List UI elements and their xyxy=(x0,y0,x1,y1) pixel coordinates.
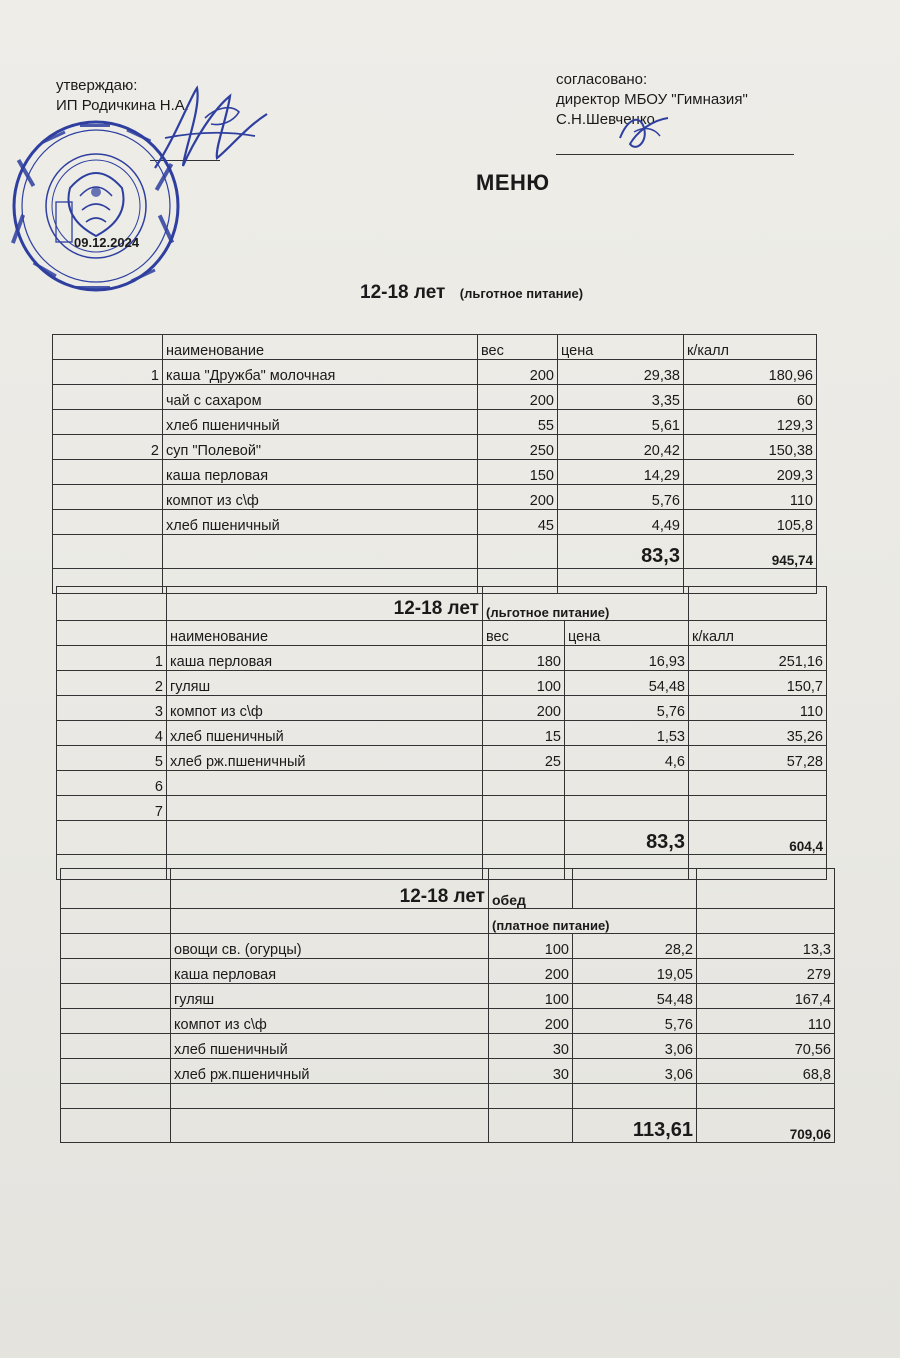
dish-weight: 30 xyxy=(489,1059,573,1084)
section1-note: (льготное питание) xyxy=(459,286,584,301)
dish-weight: 45 xyxy=(478,510,558,535)
section-heading-row xyxy=(57,587,827,621)
dish-name: гуляш xyxy=(167,671,483,696)
table-cell xyxy=(57,587,167,621)
row-number: 1 xyxy=(57,646,167,671)
total-kcal: 709,06 xyxy=(697,1109,835,1143)
agreed-name: С.Н.Шевченко xyxy=(556,111,655,128)
row-number xyxy=(53,460,163,485)
table-cell xyxy=(573,869,697,909)
dish-kcal: 68,8 xyxy=(697,1059,835,1084)
section3-note: (платное питание) xyxy=(489,909,697,934)
dish-weight: 200 xyxy=(489,1009,573,1034)
dish-weight: 200 xyxy=(483,696,565,721)
page-title: МЕНЮ xyxy=(476,170,550,195)
dish-kcal: 110 xyxy=(697,1009,835,1034)
table-cell xyxy=(167,821,483,855)
row-number: 2 xyxy=(53,435,163,460)
approve-label: утверждаю: xyxy=(56,77,138,94)
empty-row xyxy=(61,1084,835,1109)
table-cell xyxy=(171,909,489,934)
table-cell xyxy=(61,1009,171,1034)
num-header-cell xyxy=(57,621,167,646)
dish-kcal: 13,3 xyxy=(697,934,835,959)
dish-name: компот из с\ф xyxy=(171,1009,489,1034)
table-row xyxy=(61,934,835,959)
dish-weight: 55 xyxy=(478,410,558,435)
table-cell xyxy=(573,1084,697,1109)
dish-weight: 100 xyxy=(483,671,565,696)
agreed-sign-line xyxy=(556,154,794,155)
dish-price: 5,76 xyxy=(565,696,689,721)
agreed-position: директор МБОУ "Гимназия" xyxy=(556,91,748,108)
dish-kcal: 35,26 xyxy=(689,721,827,746)
dish-kcal: 251,16 xyxy=(689,646,827,671)
row-number: 4 xyxy=(57,721,167,746)
dish-kcal: 279 xyxy=(697,959,835,984)
dish-price: 3,35 xyxy=(558,385,684,410)
table-row xyxy=(53,460,817,485)
dish-name: суп "Полевой" xyxy=(163,435,478,460)
total-kcal: 945,74 xyxy=(684,535,817,569)
table-row xyxy=(53,360,817,385)
dish-price xyxy=(565,796,689,821)
column-header-weight: вес xyxy=(478,335,558,360)
dish-name: компот из с\ф xyxy=(163,485,478,510)
dish-kcal: 209,3 xyxy=(684,460,817,485)
table-row xyxy=(57,771,827,796)
dish-kcal: 167,4 xyxy=(697,984,835,1009)
dish-price: 4,49 xyxy=(558,510,684,535)
dish-name: хлеб рж.пшеничный xyxy=(167,746,483,771)
table-cell xyxy=(61,984,171,1009)
table-row xyxy=(61,959,835,984)
table-cell xyxy=(697,909,835,934)
dish-name: каша перловая xyxy=(167,646,483,671)
table-row xyxy=(57,646,827,671)
total-price: 83,3 xyxy=(558,535,684,569)
dish-name: компот из с\ф xyxy=(167,696,483,721)
agreed-label: согласовано: xyxy=(556,71,648,88)
agreed-signature xyxy=(614,108,674,156)
dish-price: 16,93 xyxy=(565,646,689,671)
dish-price: 14,29 xyxy=(558,460,684,485)
dish-name: каша перловая xyxy=(163,460,478,485)
table-cell xyxy=(57,821,167,855)
table-row xyxy=(61,1059,835,1084)
row-number: 7 xyxy=(57,796,167,821)
table-cell xyxy=(61,1084,171,1109)
table-cell xyxy=(61,909,171,934)
dish-name: хлеб пшеничный xyxy=(167,721,483,746)
dish-kcal: 70,56 xyxy=(697,1034,835,1059)
dish-kcal: 105,8 xyxy=(684,510,817,535)
table-cell xyxy=(61,934,171,959)
table-cell xyxy=(61,1109,171,1143)
header-row xyxy=(53,335,817,360)
table-cell xyxy=(53,535,163,569)
dish-price: 1,53 xyxy=(565,721,689,746)
dish-weight: 250 xyxy=(478,435,558,460)
table-cell xyxy=(689,587,827,621)
total-row xyxy=(57,821,827,855)
table-cell xyxy=(697,869,835,909)
menu-table-3 xyxy=(60,868,835,1143)
table-cell xyxy=(483,821,565,855)
row-number xyxy=(53,510,163,535)
dish-weight: 200 xyxy=(489,959,573,984)
row-number: 3 xyxy=(57,696,167,721)
dish-price: 20,42 xyxy=(558,435,684,460)
column-header-weight: вес xyxy=(483,621,565,646)
row-number xyxy=(53,385,163,410)
column-header-kcal: к/калл xyxy=(689,621,827,646)
row-number: 2 xyxy=(57,671,167,696)
dish-kcal: 110 xyxy=(689,696,827,721)
table-cell xyxy=(171,1109,489,1143)
dish-name: овощи св. (огурцы) xyxy=(171,934,489,959)
row-number xyxy=(53,410,163,435)
dish-kcal: 150,38 xyxy=(684,435,817,460)
column-header-kcal: к/калл xyxy=(684,335,817,360)
dish-weight: 25 xyxy=(483,746,565,771)
total-row xyxy=(61,1109,835,1143)
dish-name xyxy=(167,796,483,821)
dish-name: чай с сахаром xyxy=(163,385,478,410)
menu-table-1 xyxy=(52,334,817,594)
section2-age: 12-18 лет xyxy=(167,587,483,621)
dish-price xyxy=(565,771,689,796)
dish-weight: 200 xyxy=(478,360,558,385)
dish-price: 29,38 xyxy=(558,360,684,385)
table-row xyxy=(61,1034,835,1059)
table-row xyxy=(53,510,817,535)
dish-price: 4,6 xyxy=(565,746,689,771)
dish-name: хлеб пшеничный xyxy=(171,1034,489,1059)
table-row xyxy=(53,385,817,410)
table-cell xyxy=(489,1084,573,1109)
table-row xyxy=(53,435,817,460)
dish-price: 5,61 xyxy=(558,410,684,435)
column-header-name: наименование xyxy=(163,335,478,360)
section2-note: (льготное питание) xyxy=(483,587,689,621)
dish-name: каша перловая xyxy=(171,959,489,984)
dish-kcal: 150,7 xyxy=(689,671,827,696)
dish-price: 3,06 xyxy=(573,1059,697,1084)
dish-kcal: 180,96 xyxy=(684,360,817,385)
dish-kcal: 129,3 xyxy=(684,410,817,435)
approve-name: ИП Родичкина Н.А. xyxy=(56,97,189,114)
dish-price: 19,05 xyxy=(573,959,697,984)
menu-table-2 xyxy=(56,586,827,880)
dish-weight: 180 xyxy=(483,646,565,671)
table-row xyxy=(53,410,817,435)
table-row xyxy=(61,984,835,1009)
column-header-price: цена xyxy=(565,621,689,646)
table-cell xyxy=(163,535,478,569)
dish-price: 54,48 xyxy=(573,984,697,1009)
dish-name: каша "Дружба" молочная xyxy=(163,360,478,385)
row-number: 6 xyxy=(57,771,167,796)
table-cell xyxy=(61,1034,171,1059)
dish-kcal: 57,28 xyxy=(689,746,827,771)
dish-kcal xyxy=(689,796,827,821)
dish-weight: 150 xyxy=(478,460,558,485)
dish-name: гуляш xyxy=(171,984,489,1009)
dish-weight xyxy=(483,771,565,796)
row-number: 5 xyxy=(57,746,167,771)
table-row xyxy=(61,1009,835,1034)
table-row xyxy=(57,746,827,771)
dish-weight: 30 xyxy=(489,1034,573,1059)
dish-price: 3,06 xyxy=(573,1034,697,1059)
dish-name: хлеб пшеничный xyxy=(163,410,478,435)
table-cell xyxy=(489,1109,573,1143)
column-header-price: цена xyxy=(558,335,684,360)
dish-weight: 15 xyxy=(483,721,565,746)
dish-weight: 200 xyxy=(478,485,558,510)
table-cell xyxy=(478,535,558,569)
dish-name xyxy=(167,771,483,796)
dish-weight: 100 xyxy=(489,984,573,1009)
dish-price: 5,76 xyxy=(573,1009,697,1034)
dish-price: 5,76 xyxy=(558,485,684,510)
section3-meal: обед xyxy=(489,869,573,909)
table-row xyxy=(57,796,827,821)
table-cell xyxy=(61,869,171,909)
table-cell xyxy=(171,1084,489,1109)
dish-kcal xyxy=(689,771,827,796)
section1-heading xyxy=(360,282,583,304)
dish-name: хлеб рж.пшеничный xyxy=(171,1059,489,1084)
dish-kcal: 60 xyxy=(684,385,817,410)
note-row xyxy=(61,909,835,934)
dish-price: 28,2 xyxy=(573,934,697,959)
total-kcal: 604,4 xyxy=(689,821,827,855)
row-number: 1 xyxy=(53,360,163,385)
total-price: 83,3 xyxy=(565,821,689,855)
table-cell xyxy=(61,1059,171,1084)
total-price: 113,61 xyxy=(573,1109,697,1143)
table-row xyxy=(57,696,827,721)
dish-weight: 200 xyxy=(478,385,558,410)
table-row xyxy=(57,721,827,746)
dish-weight xyxy=(483,796,565,821)
section-heading-row xyxy=(61,869,835,909)
num-header-cell xyxy=(53,335,163,360)
dish-name: хлеб пшеничный xyxy=(163,510,478,535)
dish-price: 54,48 xyxy=(565,671,689,696)
approve-signature xyxy=(135,78,275,178)
column-header-name: наименование xyxy=(167,621,483,646)
table-row xyxy=(57,671,827,696)
table-cell xyxy=(697,1084,835,1109)
menu-date: 09.12.2024 xyxy=(74,235,140,250)
dish-weight: 100 xyxy=(489,934,573,959)
section1-age: 12-18 лет xyxy=(360,282,446,303)
dish-kcal: 110 xyxy=(684,485,817,510)
total-row xyxy=(53,535,817,569)
table-cell xyxy=(61,959,171,984)
row-number xyxy=(53,485,163,510)
table-row xyxy=(53,485,817,510)
header-row xyxy=(57,621,827,646)
section3-age: 12-18 лет xyxy=(171,869,489,909)
